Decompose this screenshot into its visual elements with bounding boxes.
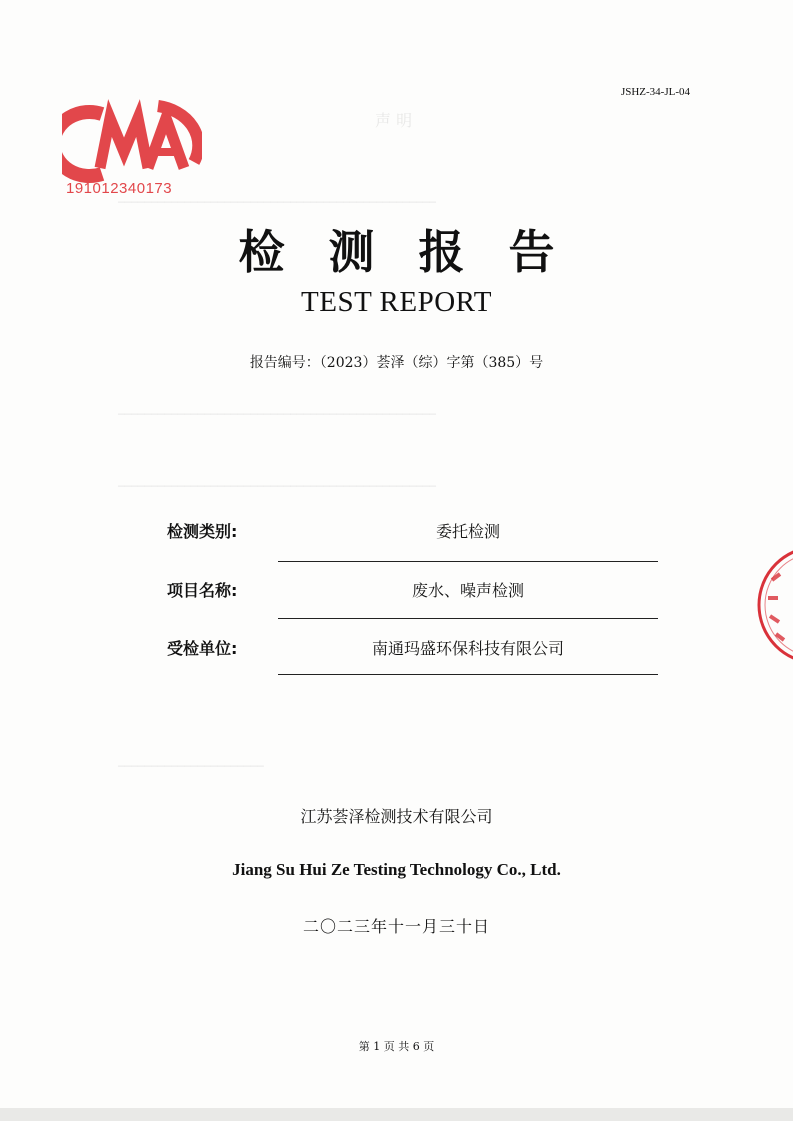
field-underline <box>278 561 658 562</box>
report-title-english: TEST REPORT <box>301 286 492 318</box>
company-seal <box>742 540 793 670</box>
scan-edge <box>0 1108 793 1121</box>
report-title-chinese: 检测报告 <box>238 225 599 279</box>
bleed-through-text: ────────────────────── <box>118 760 264 773</box>
field-label-inspected-unit: 受检单位: <box>167 639 238 658</box>
field-value-inspected-unit: 南通玛盛环保科技有限公司 <box>371 639 564 658</box>
cma-number: 191012340173 <box>66 180 173 197</box>
page-number: 第 1 页 共 6 页 <box>358 1040 435 1053</box>
issuer-name-english: Jiang Su Hui Ze Testing Technology Co., Ltd. <box>232 860 561 879</box>
field-label-project-name: 项目名称: <box>167 581 238 600</box>
document-code: JSHZ-34-JL-04 <box>620 86 690 98</box>
bleed-through-text: ──────────────────────────────────────────────── <box>118 408 436 421</box>
field-value-test-category: 委托检测 <box>435 522 500 541</box>
bleed-through-text: 声 明 <box>375 111 413 130</box>
report-number: 报告编号：（2023）荟泽（综）字第（385）号 <box>249 355 544 371</box>
field-underline <box>278 674 658 675</box>
field-value-project-name: 废水、噪声检测 <box>411 581 524 600</box>
bleed-through-text: ──────────────────────────────────────────────── <box>118 196 436 209</box>
bleed-through-text: ──────────────────────────────────────────────── <box>118 480 436 493</box>
field-underline <box>278 618 658 619</box>
issue-date: 二〇二三年十一月三十日 <box>302 917 490 936</box>
field-label-test-category: 检测类别: <box>167 522 238 541</box>
issuer-name-chinese: 江苏荟泽检测技术有限公司 <box>300 807 493 826</box>
